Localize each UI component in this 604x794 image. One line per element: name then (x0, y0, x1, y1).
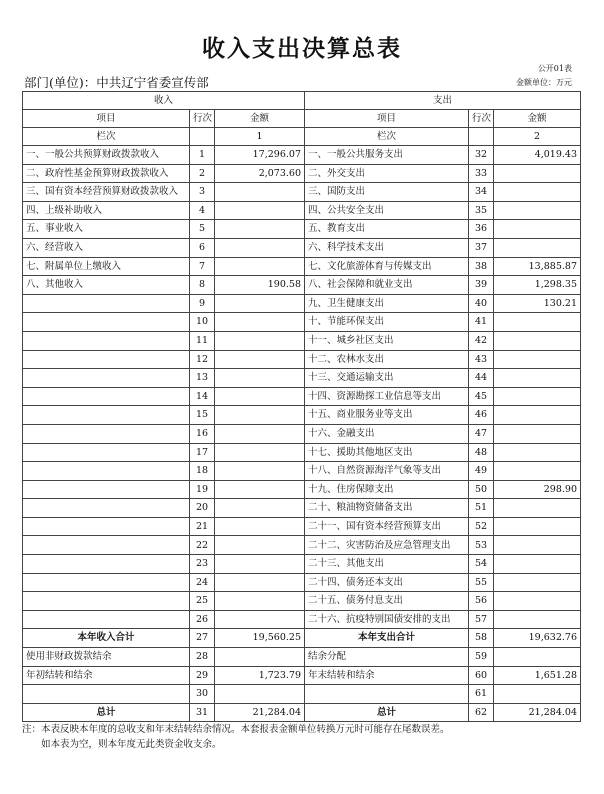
income-rowno-cell: 19 (190, 480, 215, 499)
income-amount-cell (215, 313, 305, 332)
expense-item-cell: 十八、自然资源海洋气象等支出 (305, 462, 469, 481)
income-rowno-cell: 14 (190, 387, 215, 406)
income-amount-cell: 2,073.60 (215, 164, 305, 183)
expense-item-cell: 总计 (305, 703, 469, 722)
expense-amount-cell: 298.90 (494, 480, 581, 499)
expense-item-cell: 十五、商业服务业等支出 (305, 406, 469, 425)
footnote-line-1: 注：本表反映本年度的总收支和年末结转结余情况。本套报表金额单位转换万元时可能存在尾数误差。 (22, 724, 450, 735)
income-item-cell: 八、其他收入 (23, 276, 190, 295)
table-row (23, 220, 581, 239)
footnote-line-2: 如本表为空，则本年度无此类资金收支余。 (41, 739, 222, 750)
table-row (23, 369, 581, 388)
expense-amount-cell (494, 462, 581, 481)
income-item-cell (23, 685, 190, 704)
expense-item-cell (305, 685, 469, 704)
expense-item-cell: 十、节能环保支出 (305, 313, 469, 332)
income-amount-cell (215, 387, 305, 406)
expense-rowno-cell: 41 (469, 313, 494, 332)
income-item-cell: 七、附属单位上缴收入 (23, 257, 190, 276)
expense-rowno-cell: 59 (469, 648, 494, 667)
income-rowno-cell: 7 (190, 257, 215, 276)
income-amount-header: 金额 (215, 110, 305, 128)
income-amount-cell (215, 331, 305, 350)
form-number: 公开01表 (537, 64, 572, 73)
table-row (23, 294, 581, 313)
expense-item-cell: 二十五、债务付息支出 (305, 592, 469, 611)
income-item-cell: 本年收入合计 (23, 629, 190, 648)
expense-rowno-cell: 34 (469, 183, 494, 202)
table-row (23, 387, 581, 406)
income-item-cell (23, 424, 190, 443)
expense-rowno-cell: 61 (469, 685, 494, 704)
expense-amount-cell (494, 592, 581, 611)
expense-amount-cell (494, 685, 581, 704)
income-item-header: 项目 (23, 110, 190, 128)
expense-amount-cell (494, 387, 581, 406)
income-item-cell: 使用非财政拨款结余 (23, 648, 190, 667)
income-rowno-cell: 20 (190, 499, 215, 518)
expense-rowno-cell: 52 (469, 517, 494, 536)
expense-rowno-cell: 42 (469, 331, 494, 350)
expense-rowno-cell: 40 (469, 294, 494, 313)
expense-rowno-cell: 56 (469, 592, 494, 611)
income-rowno-cell: 1 (190, 146, 215, 165)
income-rowno-cell: 10 (190, 313, 215, 332)
expense-item-cell: 二十、粮油物资储备支出 (305, 499, 469, 518)
income-amount-cell (215, 183, 305, 202)
income-rowno-cell: 16 (190, 424, 215, 443)
table-row (23, 462, 581, 481)
table-row (23, 146, 581, 165)
expense-item-cell: 十三、交通运输支出 (305, 369, 469, 388)
table-row (23, 424, 581, 443)
income-rowno-cell: 31 (190, 703, 215, 722)
expense-section-header: 支出 (305, 92, 581, 110)
table-row (23, 536, 581, 555)
table-row (23, 313, 581, 332)
income-rowno-cell: 21 (190, 517, 215, 536)
expense-amount-cell (494, 369, 581, 388)
income-item-cell (23, 536, 190, 555)
income-rowno-cell: 11 (190, 331, 215, 350)
income-lanci-label: 栏次 (23, 128, 190, 146)
income-amount-cell (215, 480, 305, 499)
income-amount-cell (215, 573, 305, 592)
header-row-lanci (23, 128, 581, 146)
income-item-cell: 四、上级补助收入 (23, 201, 190, 220)
expense-rowno-cell: 38 (469, 257, 494, 276)
expense-rowno-cell: 51 (469, 499, 494, 518)
income-rowno-cell: 17 (190, 443, 215, 462)
total-row (23, 685, 581, 704)
income-item-cell: 一、一般公共预算财政拨款收入 (23, 146, 190, 165)
expense-rowno-cell: 36 (469, 220, 494, 239)
income-item-cell: 五、事业收入 (23, 220, 190, 239)
income-item-cell (23, 517, 190, 536)
income-item-cell (23, 610, 190, 629)
income-amount-cell (215, 462, 305, 481)
income-amount-cell: 17,296.07 (215, 146, 305, 165)
income-item-cell: 总计 (23, 703, 190, 722)
expense-item-cell: 十二、农林水支出 (305, 350, 469, 369)
income-item-cell (23, 331, 190, 350)
table-row (23, 276, 581, 295)
income-amount-cell (215, 610, 305, 629)
expense-rowno-cell: 53 (469, 536, 494, 555)
income-item-cell (23, 555, 190, 574)
income-rowno-cell: 8 (190, 276, 215, 295)
income-item-cell (23, 313, 190, 332)
income-amount-cell (215, 424, 305, 443)
expense-amount-header: 金额 (494, 110, 581, 128)
income-amount-cell (215, 443, 305, 462)
table-row (23, 164, 581, 183)
expense-item-cell: 二十二、灾害防治及应急管理支出 (305, 536, 469, 555)
expense-rowno-cell: 58 (469, 629, 494, 648)
table-row (23, 238, 581, 257)
income-section-header: 收入 (23, 92, 305, 110)
expense-item-cell: 十一、城乡社区支出 (305, 331, 469, 350)
header-row-sections (23, 92, 581, 110)
income-rowno-cell: 5 (190, 220, 215, 239)
expense-item-header: 项目 (305, 110, 469, 128)
income-rowno-cell: 9 (190, 294, 215, 313)
income-rowno-cell: 6 (190, 238, 215, 257)
table-row (23, 592, 581, 611)
expense-item-cell: 五、教育支出 (305, 220, 469, 239)
expense-item-cell: 结余分配 (305, 648, 469, 667)
income-item-cell: 三、国有资本经营预算财政拨款收入 (23, 183, 190, 202)
expense-amount-cell: 13,885.87 (494, 257, 581, 276)
table-row (23, 443, 581, 462)
expense-rowno-cell: 39 (469, 276, 494, 295)
expense-rowno-cell: 45 (469, 387, 494, 406)
expense-item-cell: 八、社会保障和就业支出 (305, 276, 469, 295)
income-rowno-cell: 22 (190, 536, 215, 555)
table-row (23, 555, 581, 574)
expense-column-number: 2 (494, 128, 581, 146)
table-row (23, 257, 581, 276)
expense-item-cell: 十六、金融支出 (305, 424, 469, 443)
income-item-cell (23, 350, 190, 369)
expense-rowno-cell: 43 (469, 350, 494, 369)
total-row (23, 629, 581, 648)
expense-amount-cell (494, 536, 581, 555)
footnote (22, 722, 582, 752)
table-row (23, 573, 581, 592)
expense-rowno-cell: 33 (469, 164, 494, 183)
expense-rowno-cell: 48 (469, 443, 494, 462)
income-item-cell (23, 499, 190, 518)
amount-unit: 金额单位：万元 (516, 78, 572, 87)
expense-item-cell: 二十三、其他支出 (305, 555, 469, 574)
expense-item-cell: 二十四、债务还本支出 (305, 573, 469, 592)
expense-rowno-cell: 47 (469, 424, 494, 443)
income-item-cell (23, 387, 190, 406)
income-item-cell (23, 406, 190, 425)
income-amount-cell (215, 499, 305, 518)
expense-rowno-cell: 54 (469, 555, 494, 574)
income-item-cell (23, 592, 190, 611)
expense-amount-cell: 4,019.43 (494, 146, 581, 165)
income-amount-cell (215, 406, 305, 425)
expense-amount-cell: 1,298.35 (494, 276, 581, 295)
total-row (23, 666, 581, 685)
income-amount-cell (215, 555, 305, 574)
income-item-cell (23, 369, 190, 388)
table-row (23, 201, 581, 220)
total-row (23, 703, 581, 722)
expense-amount-cell (494, 499, 581, 518)
expense-rowno-cell: 49 (469, 462, 494, 481)
income-rowno-cell: 2 (190, 164, 215, 183)
expense-item-cell: 三、国防支出 (305, 183, 469, 202)
income-amount-cell: 190.58 (215, 276, 305, 295)
expense-rowno-cell: 37 (469, 238, 494, 257)
income-rowno-cell: 26 (190, 610, 215, 629)
expense-amount-cell: 21,284.04 (494, 703, 581, 722)
expense-amount-cell (494, 555, 581, 574)
income-amount-cell: 19,560.25 (215, 629, 305, 648)
expense-item-cell: 本年支出合计 (305, 629, 469, 648)
table-row (23, 406, 581, 425)
expense-lanci-label: 栏次 (305, 128, 469, 146)
expense-item-cell: 二十六、抗疫特别国债安排的支出 (305, 610, 469, 629)
table-row (23, 480, 581, 499)
income-rowno-cell: 13 (190, 369, 215, 388)
expense-amount-cell (494, 443, 581, 462)
department-label: 部门(单位)：中共辽宁省委宣传部 (24, 75, 209, 90)
income-lanci-empty (190, 128, 215, 146)
income-rowno-cell: 27 (190, 629, 215, 648)
income-amount-cell (215, 592, 305, 611)
income-amount-cell (215, 369, 305, 388)
expense-amount-cell (494, 220, 581, 239)
income-amount-cell (215, 536, 305, 555)
expense-amount-cell (494, 313, 581, 332)
income-rowno-cell: 3 (190, 183, 215, 202)
income-amount-cell (215, 685, 305, 704)
expense-rowno-cell: 55 (469, 573, 494, 592)
expense-amount-cell (494, 424, 581, 443)
table-row (23, 610, 581, 629)
expense-amount-cell (494, 331, 581, 350)
expense-amount-cell: 1,651.28 (494, 666, 581, 685)
income-amount-cell (215, 220, 305, 239)
income-item-cell: 二、政府性基金预算财政拨款收入 (23, 164, 190, 183)
income-item-cell (23, 573, 190, 592)
report-title: 收入支出决算总表 (202, 35, 402, 62)
income-item-cell (23, 443, 190, 462)
income-amount-cell (215, 294, 305, 313)
income-amount-cell: 21,284.04 (215, 703, 305, 722)
expense-item-cell: 十四、资源勘探工业信息等支出 (305, 387, 469, 406)
expense-amount-cell (494, 517, 581, 536)
income-rowno-cell: 24 (190, 573, 215, 592)
expense-amount-cell (494, 648, 581, 667)
income-amount-cell (215, 648, 305, 667)
income-rowno-cell: 15 (190, 406, 215, 425)
expense-amount-cell (494, 164, 581, 183)
income-amount-cell (215, 257, 305, 276)
income-rowno-cell: 25 (190, 592, 215, 611)
income-rowno-cell: 4 (190, 201, 215, 220)
expense-rowno-cell: 50 (469, 480, 494, 499)
income-rowno-cell: 23 (190, 555, 215, 574)
income-rowno-cell: 30 (190, 685, 215, 704)
income-item-cell (23, 462, 190, 481)
income-column-number: 1 (215, 128, 305, 146)
expense-amount-cell: 19,632.76 (494, 629, 581, 648)
expense-rowno-cell: 35 (469, 201, 494, 220)
table-row (23, 183, 581, 202)
income-amount-cell (215, 350, 305, 369)
income-amount-cell: 1,723.79 (215, 666, 305, 685)
expense-rowno-cell: 57 (469, 610, 494, 629)
expense-amount-cell (494, 201, 581, 220)
expense-item-cell: 二、外交支出 (305, 164, 469, 183)
summary-table (22, 91, 581, 722)
income-item-cell (23, 480, 190, 499)
expense-item-cell: 七、文化旅游体育与传媒支出 (305, 257, 469, 276)
income-item-cell (23, 294, 190, 313)
table-row (23, 499, 581, 518)
income-amount-cell (215, 517, 305, 536)
expense-amount-cell (494, 350, 581, 369)
expense-rowno-cell: 46 (469, 406, 494, 425)
income-rowno-cell: 28 (190, 648, 215, 667)
expense-rowno-cell: 44 (469, 369, 494, 388)
income-amount-cell (215, 238, 305, 257)
expense-amount-cell (494, 238, 581, 257)
expense-rowno-cell: 60 (469, 666, 494, 685)
income-rowno-cell: 18 (190, 462, 215, 481)
income-rowno-cell: 29 (190, 666, 215, 685)
expense-amount-cell (494, 183, 581, 202)
expense-item-cell: 年末结转和结余 (305, 666, 469, 685)
income-item-cell: 六、经营收入 (23, 238, 190, 257)
table-row (23, 350, 581, 369)
expense-item-cell: 六、科学技术支出 (305, 238, 469, 257)
expense-item-cell: 十七、援助其他地区支出 (305, 443, 469, 462)
table-row (23, 331, 581, 350)
income-rowno-header: 行次 (190, 110, 215, 128)
income-amount-cell (215, 201, 305, 220)
expense-amount-cell: 130.21 (494, 294, 581, 313)
expense-item-cell: 二十一、国有资本经营预算支出 (305, 517, 469, 536)
expense-rowno-cell: 32 (469, 146, 494, 165)
expense-item-cell: 四、公共安全支出 (305, 201, 469, 220)
income-item-cell: 年初结转和结余 (23, 666, 190, 685)
expense-rowno-cell: 62 (469, 703, 494, 722)
expense-item-cell: 十九、住房保障支出 (305, 480, 469, 499)
expense-lanci-empty (469, 128, 494, 146)
expense-amount-cell (494, 573, 581, 592)
expense-amount-cell (494, 406, 581, 425)
table-row (23, 517, 581, 536)
income-rowno-cell: 12 (190, 350, 215, 369)
expense-amount-cell (494, 610, 581, 629)
expense-rowno-header: 行次 (469, 110, 494, 128)
expense-item-cell: 一、一般公共服务支出 (305, 146, 469, 165)
header-row-columns (23, 110, 581, 128)
total-row (23, 648, 581, 667)
expense-item-cell: 九、卫生健康支出 (305, 294, 469, 313)
